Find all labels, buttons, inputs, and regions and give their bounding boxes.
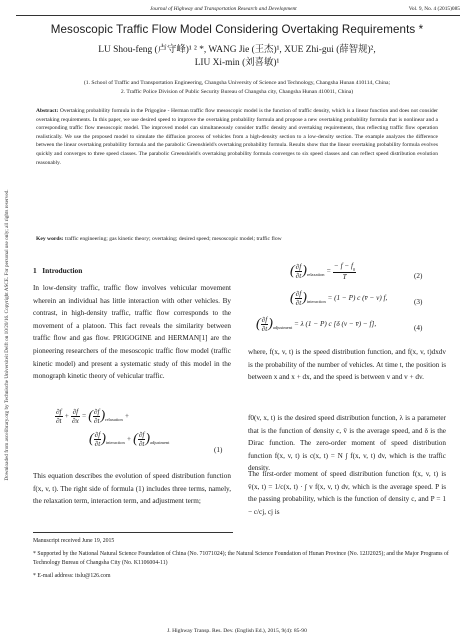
- equation-2: ( $\frac{\partial f}{\partial t}$ )$_{relaxation}$ = $\frac{- f - f_0}{T}$: [290, 262, 356, 281]
- section-title: Introduction: [42, 266, 83, 275]
- download-notice: [2, 120, 12, 550]
- keywords: [36, 236, 438, 242]
- left-paragraph-1: In low-density traffic, traffic flow involves vehicular movement wherein an individual has little interaction with other vehicles. By contrast, in high-density traffic, traffic flow corresponds to the movement of a platoon. This fact reveals the similarity between traffic flow and gas flow. PRIGOGINE and HERMAN[1] are the pioneering researchers of the mesoscopic traffic flow model (traffic kinetic model) and present a systematic study of this model in the monograph kinetic theory of vehicular traffic.: [33, 284, 231, 381]
- right-paragraph-1: where, f(x, v, t) is the speed distribution function, and f(x, v, t)dxdv is the probability of the number of vehicles. At time t, the position is between x and x + dx, and the speed is between v and v + dv.: [248, 348, 446, 382]
- right-paragraph-2: f0(v, x, t) is the desired speed distribution function, λ is a parameter that is the function of density c, v̄ is the average speed, and δ is the Dirac function. The zero-order moment of speed distribution function f(x, v, t) is c(x, t) = N ∫ f(x, v, t) dv, which is the traffic density.: [248, 414, 446, 473]
- volume-header: Vol. 9, No. 4 (2015)085: [408, 6, 460, 12]
- section-number: 1: [33, 266, 37, 275]
- equation-1: $\frac{\partial f}{\partial t}$ + $\frac{\partial f}{\partial x}$ = ( $\frac{\partial f}{\partial t}$ )$_{relaxation}$ + ( $\frac{\partial f}{\partial t}$ )$_{interaction}$ + ( $\frac{\partial f}{\partial t}$ )$_{adjustment}$: [56, 408, 170, 448]
- abstract: [36, 107, 438, 167]
- equation-3-number: (3): [414, 298, 423, 306]
- equation-2-number: (2): [414, 272, 423, 280]
- author-line-2: LIU Xi-min (刘喜敏)¹: [194, 58, 280, 68]
- footnote-email: * E-mail address: itslu@126.com: [33, 573, 111, 579]
- journal-header: Journal of Highway and Transportation Research and Development: [150, 6, 297, 12]
- affiliation-1: (1. School of Traffic and Transportation Engineering, Changsha University of Science and Technology, Changsha Hunan 410114, China;: [83, 80, 391, 86]
- footnote-support: * Supported by the National Natural Science Foundation of China (No. 71071024); the Natural Science Foundation of Hunan Province (No. 12JJ2025); and the Major Programs of Technology Bureau of Changsha City (No. K1106004-11): [33, 551, 449, 566]
- footnote-rule: [33, 532, 233, 533]
- equation-1-number: (1): [214, 446, 223, 454]
- right-paragraph-3: The first-order moment of speed distribution function f(x, v, t) is v̄(x, t) = 1/c(x, t) · ∫ v f(x, v, t) dv, which is the average speed. P is the passing probability, which is the function of density c, and P = 1 − c/cj, cj is: [248, 470, 446, 516]
- author-line-1: LU Shou-feng (卢守峰)¹ ² *, WANG Jie (王杰)¹, XUE Zhi-gui (薛智规)²,: [98, 45, 376, 55]
- page-footer: J. Highway Transp. Res. Dev. (English Ed.), 2015, 9(4): 85-90: [167, 628, 307, 634]
- footnote-received: Manuscript received June 19, 2015: [33, 538, 115, 544]
- affiliation-2: 2. Traffic Police Division of Public Security Bureau of Changsha city, Changsha Hunan 410011, China): [120, 88, 354, 95]
- keywords-label: Key words:: [36, 236, 64, 242]
- author-list: [20, 44, 454, 70]
- section-heading: [33, 266, 82, 275]
- equation-3: ( $\frac{\partial f}{\partial t}$ )$_{interaction} = (1 - P)$ c (v̄ − v) f,: [290, 290, 388, 307]
- header-rule: [16, 15, 460, 16]
- download-notice-text: Downloaded from ascelibrary.org by Technische Universiteit Delft on 10/20/16. Copyright ASCE. For personal use only; all rights reserved.: [4, 189, 10, 481]
- paper-title: Mesoscopic Traffic Flow Model Considering Overtaking Requirements *: [50, 23, 424, 36]
- keywords-text: traffic engineering; gas kinetic theory; overtaking; desired speed; mesoscopic model; traffic flow: [64, 236, 282, 242]
- abstract-text: Overtaking probability formula in the Prigogine - Herman traffic flow mesoscopic model is the function of traffic density, which is a linear function and does not consider overtaking requirements. In this paper, we use desired speed to improve the overtaking probability formula and propose a new overtaking probability formula that is nonlinear and a corresponding traffic flow mesoscopic model. The improved model can simultaneously consider traffic density and overtaking requirements, thus reflecting traffic flow operation realistically. We use the proposed model to simulate the diffusion process of vehicles from a high-density section to a low-density section. The example analyzes the difference between the linear overtaking probability formula and the parabolic Greenshield's overtaking probability formula. Results show that the linear overtaking probability formula evolves quickly and converges to three speed classes. The parabolic Greenshield's overtaking probability formula converges to six speed classes and can reflect speed distribution evolution reasonably.: [36, 108, 439, 166]
- equation-4-number: (4): [414, 324, 423, 332]
- equation-4: ( $\frac{\partial f}{\partial t}$ )$_{adjustment} = \lambda$ (1 − P) c [δ (v − v̄) − f],: [256, 316, 377, 333]
- affiliations: [20, 79, 454, 96]
- left-paragraph-2: This equation describes the evolution of speed distribution function f(x, v, t). The right side of formula (1) includes three terms, namely, the relaxation term, interaction term, and adjustment term;: [33, 472, 231, 506]
- abstract-label: Abstract:: [36, 108, 59, 114]
